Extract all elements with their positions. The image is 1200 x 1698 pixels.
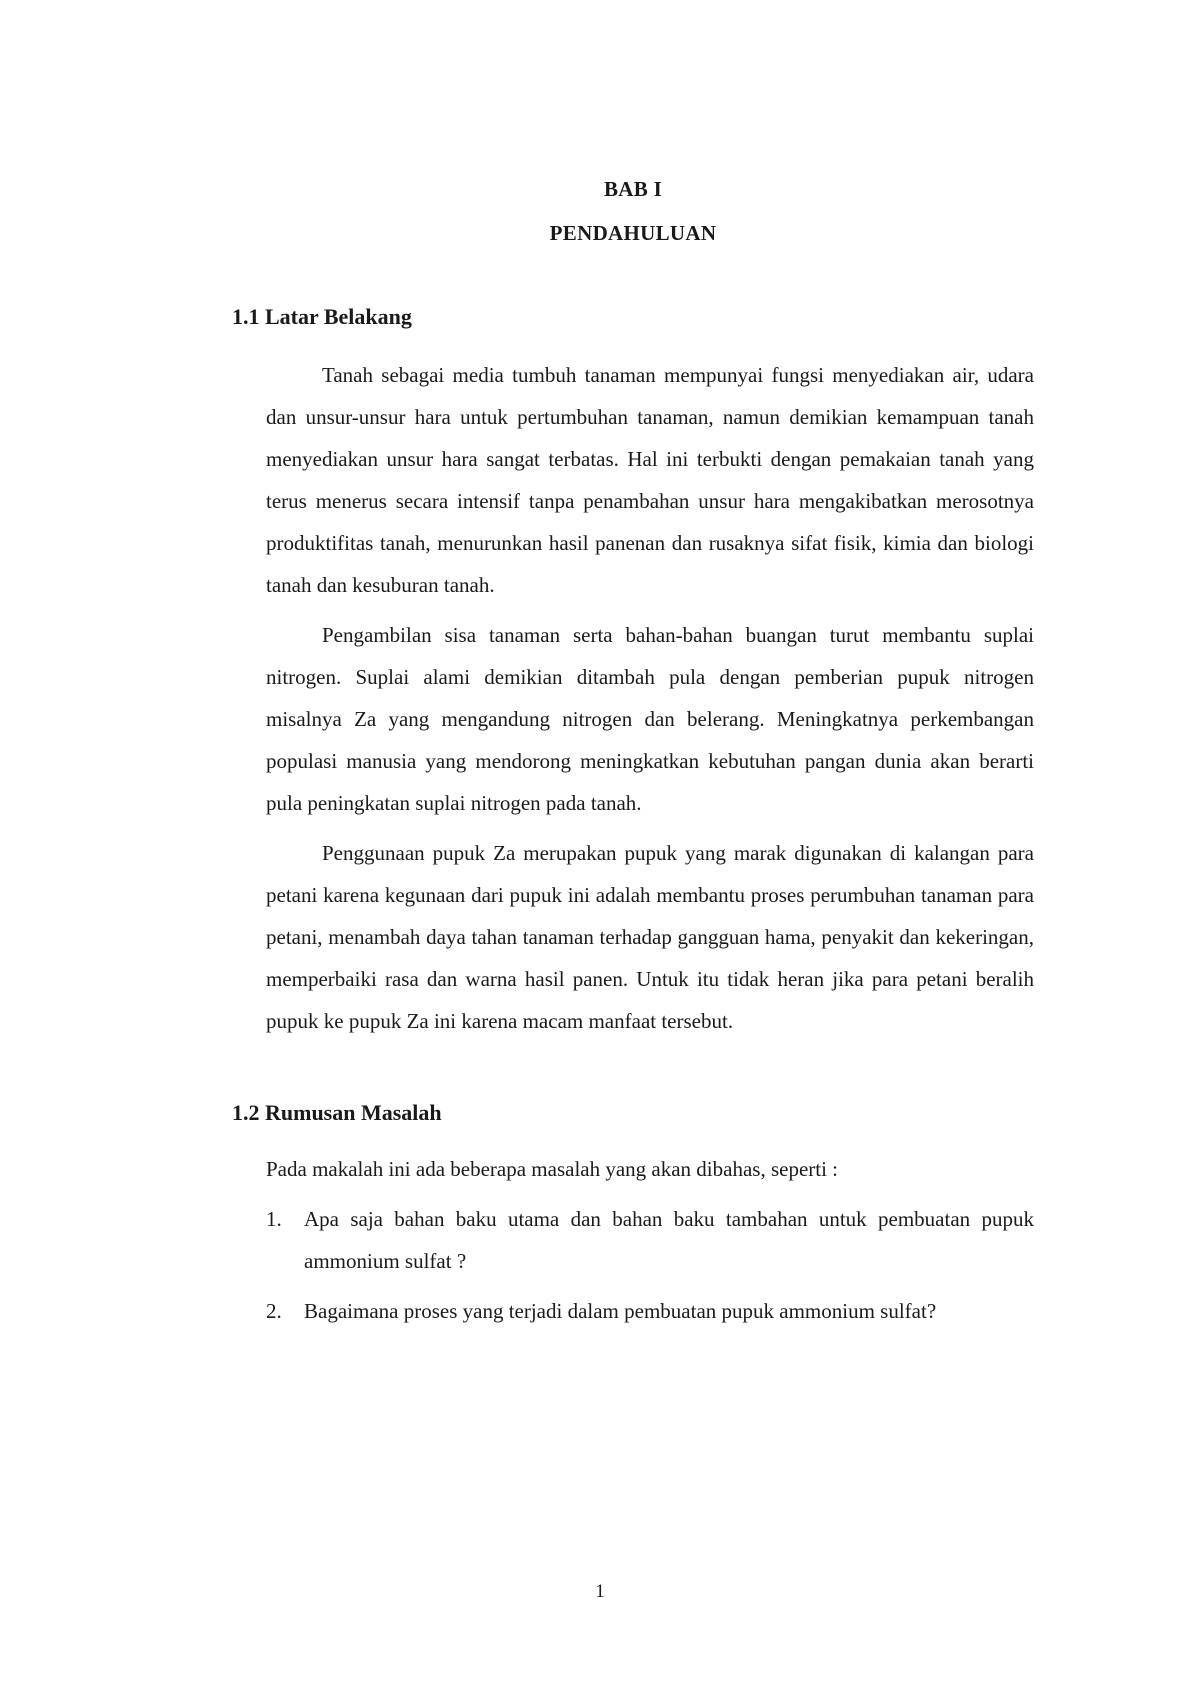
section-heading-latar-belakang: 1.1 Latar Belakang xyxy=(232,304,412,329)
problem-list xyxy=(266,1198,1034,1332)
list-marker: 1. xyxy=(266,1207,282,1231)
page-number: 1 xyxy=(595,1581,605,1602)
list-item xyxy=(266,1290,1034,1332)
list-marker: 2. xyxy=(266,1299,282,1323)
list-intro: Pada makalah ini ada beberapa masalah yang akan dibahas, seperti : xyxy=(266,1157,839,1181)
paragraph: Tanah sebagai media tumbuh tanaman mempunyai fungsi menyediakan air, udara dan unsur-unsur hara untuk pertumbuhan tanaman, namun demikian kemampuan tanah menyediakan unsur hara sangat terbatas. Hal ini terbukti dengan pemakaian tanah yang terus menerus secara intensif tanpa penambahan unsur hara mengakibatkan merosotnya produktifitas tanah, menurunkan hasil panenan dan rusaknya sifat fisik, kimia dan biologi tanah dan kesuburan tanah. xyxy=(266,363,1034,597)
section-heading-rumusan-masalah: 1.2 Rumusan Masalah xyxy=(232,1100,442,1125)
list-item-text: Apa saja bahan baku utama dan bahan baku tambahan untuk pembuatan pupuk ammonium sulfat ? xyxy=(304,1207,1034,1273)
chapter-title: PENDAHULUAN xyxy=(549,221,717,245)
paragraph: Penggunaan pupuk Za merupakan pupuk yang marak digunakan di kalangan para petani karena kegunaan dari pupuk ini adalah membantu proses perumbuhan tanaman para petani, menambah daya tahan tanaman terhadap gangguan hama, penyakit dan kekeringan, memperbaiki rasa dan warna hasil panen. Untuk itu tidak heran jika para petani beralih pupuk ke pupuk Za ini karena macam manfaat tersebut. xyxy=(266,841,1034,1033)
chapter-label: BAB I xyxy=(603,177,663,201)
list-item xyxy=(266,1198,1034,1282)
paragraph: Pengambilan sisa tanaman serta bahan-bahan buangan turut membantu suplai nitrogen. Suplai alami demikian ditambah pula dengan pemberian pupuk nitrogen misalnya Za yang mengandung nitrogen dan belerang. Meningkatnya perkembangan populasi manusia yang mendorong meningkatkan kebutuhan pangan dunia akan berarti pula peningkatan suplai nitrogen pada tanah. xyxy=(266,623,1034,815)
list-item-text: Bagaimana proses yang terjadi dalam pembuatan pupuk ammonium sulfat? xyxy=(304,1299,937,1323)
page-content xyxy=(232,174,1034,1340)
